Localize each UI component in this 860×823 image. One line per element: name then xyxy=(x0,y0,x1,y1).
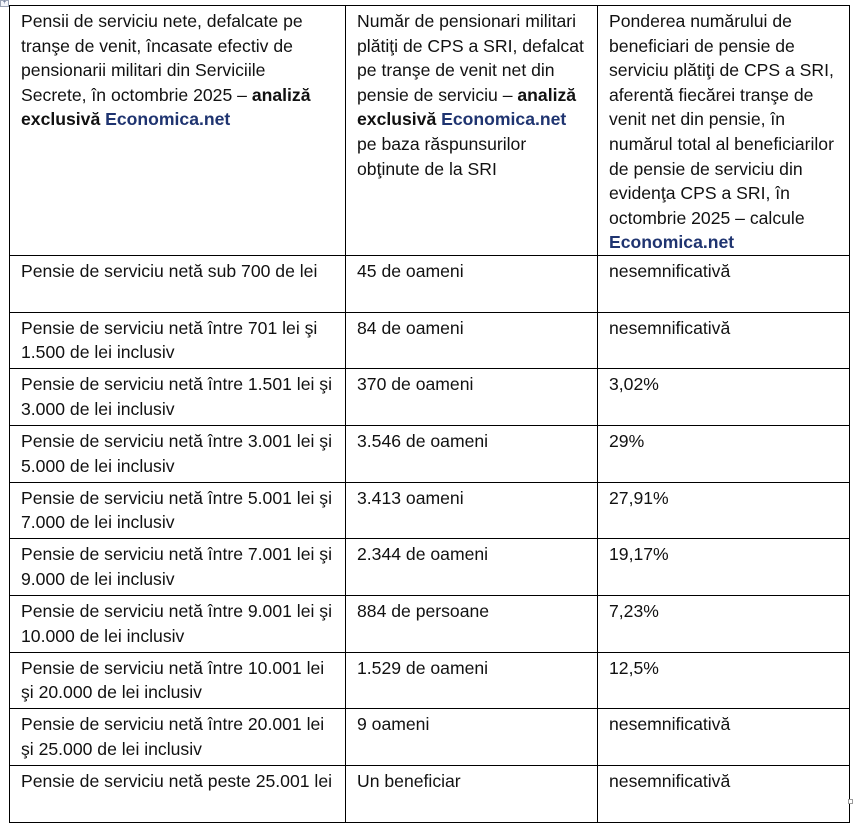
count-cell: 84 de oameni xyxy=(346,312,598,369)
count-cell: 884 de persoane xyxy=(346,596,598,653)
pension-brackets-table xyxy=(9,5,850,823)
count-cell: 2.344 de oameni xyxy=(346,539,598,596)
share-cell: 12,5% xyxy=(598,652,850,709)
bracket-cell: Pensie de serviciu netă între 10.001 lei şi 20.000 de lei inclusiv xyxy=(10,652,346,709)
header-row xyxy=(10,6,850,256)
header-text-after: pe baza răspunsurilor obţinute de la SRI xyxy=(357,133,527,179)
count-cell: Un beneficiar xyxy=(346,766,598,823)
count-cell: 3.413 oameni xyxy=(346,482,598,539)
table-row xyxy=(10,482,850,539)
share-cell: 7,23% xyxy=(598,596,850,653)
table-row xyxy=(10,652,850,709)
count-cell: 1.529 de oameni xyxy=(346,652,598,709)
bracket-cell: Pensie de serviciu netă între 3.001 lei şi 5.000 de lei inclusiv xyxy=(10,426,346,483)
header-bold-text: analiză exclusivă xyxy=(357,84,577,130)
header-cell-bracket xyxy=(10,6,346,256)
header-cell-share xyxy=(598,6,850,256)
table-row xyxy=(10,255,850,312)
bracket-cell: Pensie de serviciu netă între 9.001 lei şi 10.000 de lei inclusiv xyxy=(10,596,346,653)
count-cell: 370 de oameni xyxy=(346,369,598,426)
table-row xyxy=(10,426,850,483)
count-cell: 3.546 de oameni xyxy=(346,426,598,483)
table-row xyxy=(10,766,850,823)
count-cell: 9 oameni xyxy=(346,709,598,766)
table-resize-handle-icon[interactable] xyxy=(848,799,853,804)
bracket-cell: Pensie de serviciu netă între 5.001 lei şi 7.000 de lei inclusiv xyxy=(10,482,346,539)
share-cell: 19,17% xyxy=(598,539,850,596)
share-cell: 3,02% xyxy=(598,369,850,426)
bracket-cell: Pensie de serviciu netă peste 25.001 lei xyxy=(10,766,346,823)
header-bold-text: analiză exclusivă xyxy=(21,84,311,130)
table-row xyxy=(10,596,850,653)
brand-link[interactable]: Economica.net xyxy=(609,232,735,253)
brand-link[interactable]: Economica.net xyxy=(441,109,567,130)
header-text: Număr de pensionari militari plătiţi de CPS a SRI, defalcat pe tranşe de venit net din pensie de serviciu – xyxy=(357,11,584,105)
table-move-handle-icon[interactable]: + xyxy=(0,0,9,7)
header-text: Ponderea numărului de beneficiari de pensie de serviciu plătiţi de CPS a SRI, aferentă fiecărei tranşe de venit net din pensie, în numărul total al beneficiarilor de pensie de serviciu din evidenţa CPS a SRI, în octombrie 2025 – calcule xyxy=(609,11,834,228)
share-cell: 27,91% xyxy=(598,482,850,539)
share-cell: nesemnificativă xyxy=(598,766,850,823)
table-row xyxy=(10,312,850,369)
brand-link[interactable]: Economica.net xyxy=(105,109,231,130)
table-row xyxy=(10,709,850,766)
bracket-cell: Pensie de serviciu netă între 7.001 lei şi 9.000 de lei inclusiv xyxy=(10,539,346,596)
share-cell: nesemnificativă xyxy=(598,255,850,312)
table-row xyxy=(10,539,850,596)
bracket-cell: Pensie de serviciu netă între 20.001 lei şi 25.000 de lei inclusiv xyxy=(10,709,346,766)
table-row xyxy=(10,369,850,426)
share-cell: nesemnificativă xyxy=(598,312,850,369)
bracket-cell: Pensie de serviciu netă între 701 lei şi 1.500 de lei inclusiv xyxy=(10,312,346,369)
header-text: Pensii de serviciu nete, defalcate pe tranşe de venit, încasate efectiv de pensionarii militari din Serviciile Secrete, în octombrie 2025 – xyxy=(21,11,303,105)
share-cell: 29% xyxy=(598,426,850,483)
bracket-cell: Pensie de serviciu netă între 1.501 lei şi 3.000 de lei inclusiv xyxy=(10,369,346,426)
bracket-cell: Pensie de serviciu netă sub 700 de lei xyxy=(10,255,346,312)
header-cell-count xyxy=(346,6,598,256)
share-cell: nesemnificativă xyxy=(598,709,850,766)
count-cell: 45 de oameni xyxy=(346,255,598,312)
